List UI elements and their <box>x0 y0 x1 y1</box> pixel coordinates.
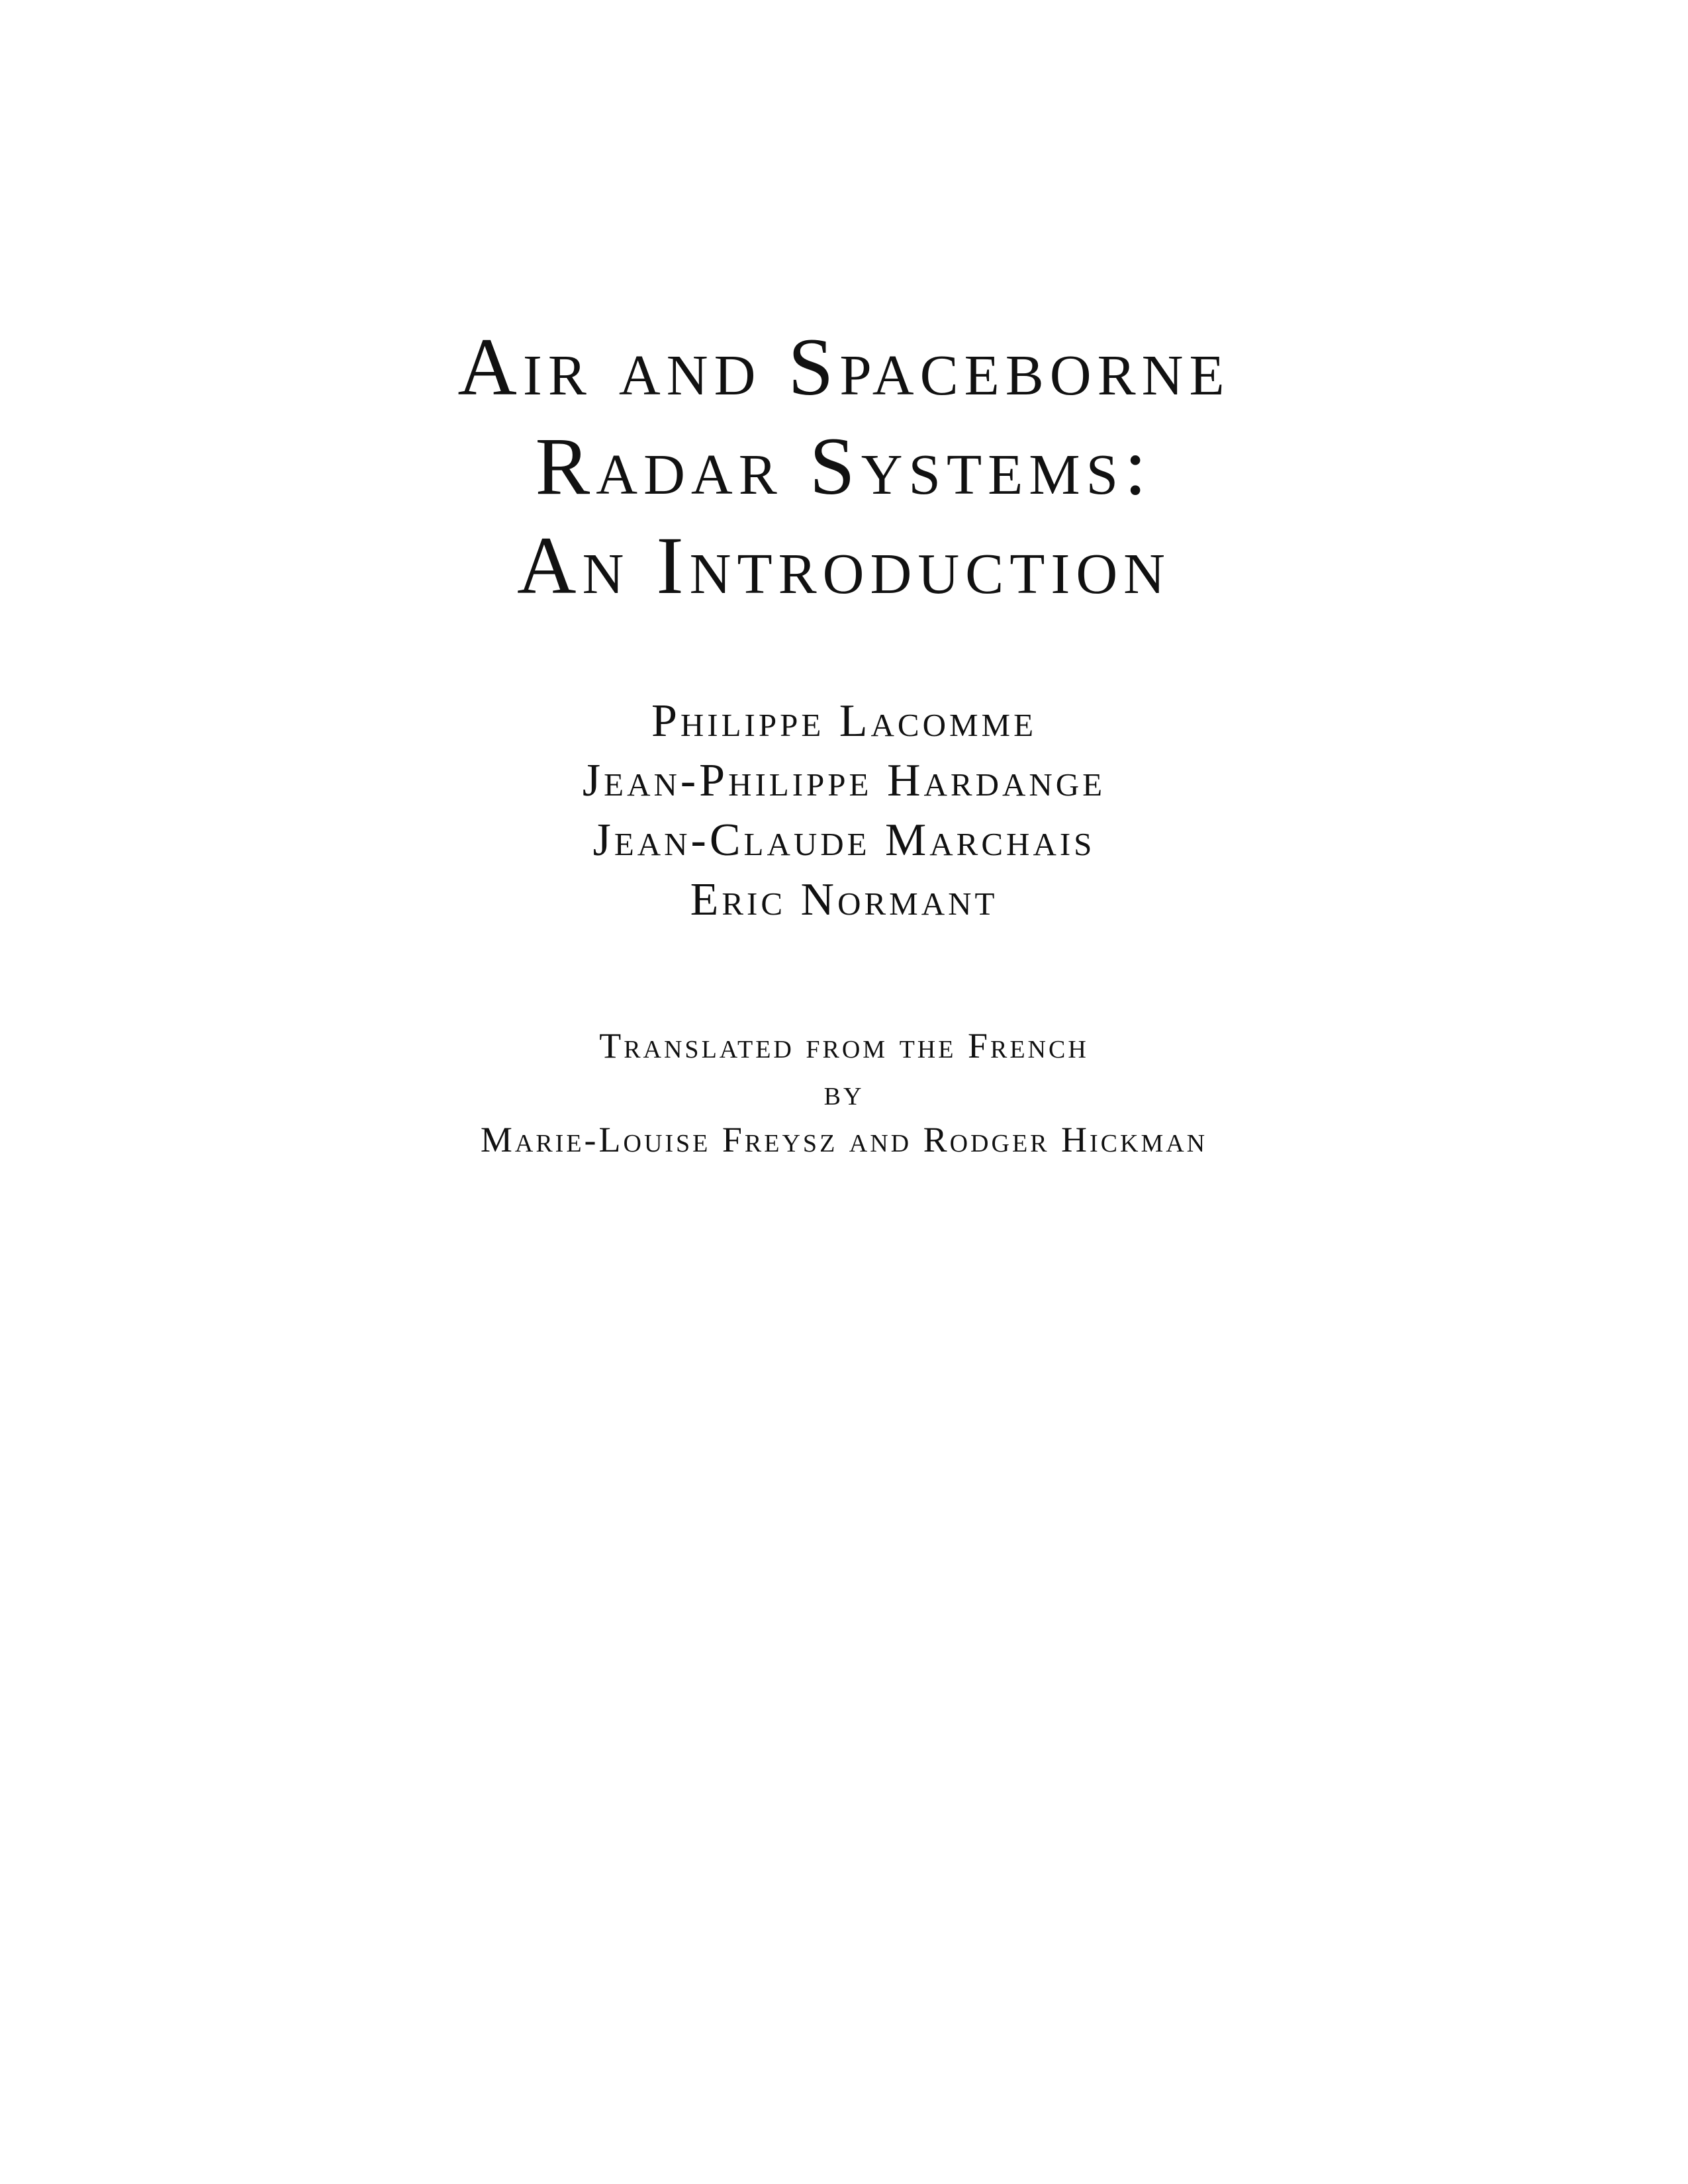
translation-note: Translated from the French <box>599 1026 1089 1066</box>
translation-by: by <box>823 1073 865 1113</box>
author-name: Jean-Claude Marchais <box>592 815 1096 866</box>
book-title <box>0 318 1688 615</box>
translator-names: Marie-Louise Freysz and Rodger Hickman <box>480 1120 1208 1160</box>
author-name: Jean-Philippe Hardange <box>582 755 1106 806</box>
author-name: Eric Normant <box>690 874 998 925</box>
translation-credit <box>0 1023 1688 1163</box>
author-name: Philippe Lacomme <box>651 696 1037 747</box>
title-line-1: Air and Spaceborne <box>457 322 1231 412</box>
title-line-2: Radar Systems: <box>535 421 1153 512</box>
author-list <box>0 692 1688 930</box>
title-line-3: An Introduction <box>517 520 1171 611</box>
